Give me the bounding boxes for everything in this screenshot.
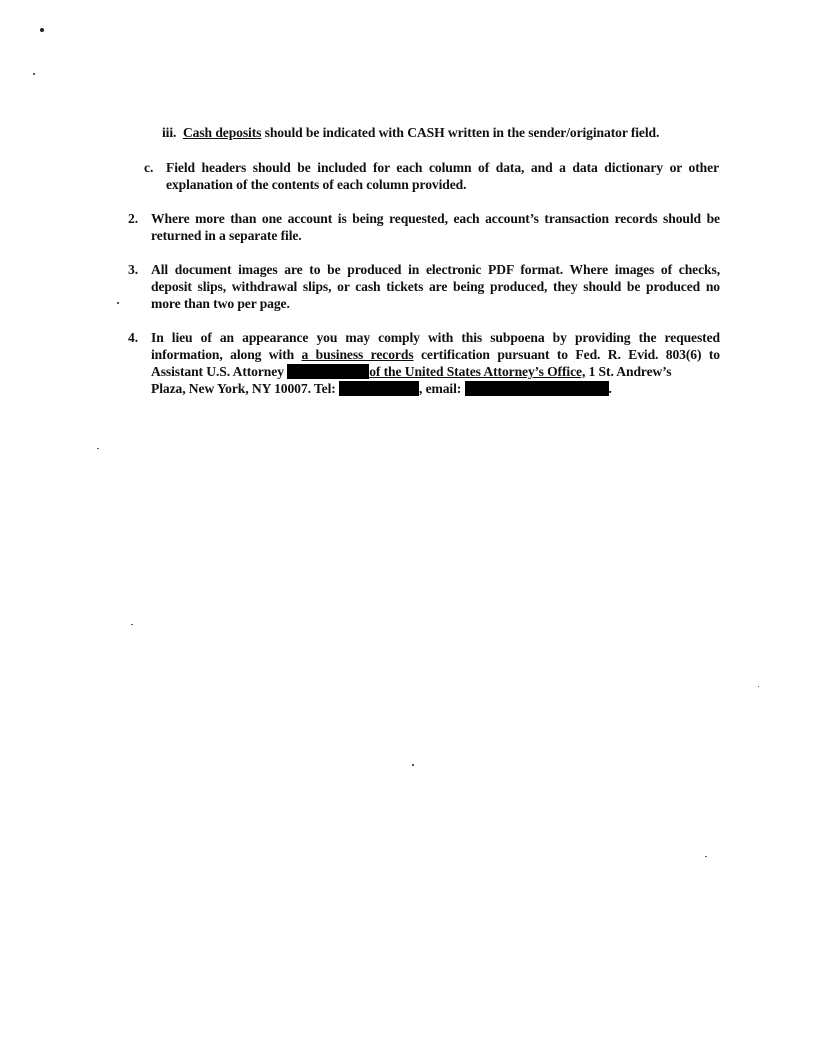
item-iii — [162, 124, 659, 141]
item-3-marker: 3. — [128, 262, 139, 277]
item-4-line2-text-a: information, along with — [151, 347, 302, 362]
item-4-marker: 4. — [128, 330, 139, 345]
item-c-line1: Field headers should be included for each column of data, and a data dictionary or other — [166, 160, 719, 175]
item-3-line2: deposit slips, withdrawal slips, or cash tickets are being produced, they should be produced no — [151, 279, 720, 294]
business-records-underlined: a business records — [301, 347, 414, 362]
item-4-line3-text-a: Assistant U.S. Attorney — [151, 364, 288, 379]
item-2-line1: Where more than one account is being requested, each account’s transaction records should be — [151, 211, 720, 226]
redaction-box-email — [465, 381, 609, 396]
item-3-line3: more than two per page. — [151, 296, 290, 311]
item-3-line1: All document images are to be produced in electronic PDF format. Where images of checks, — [151, 262, 720, 277]
item-4-line3 — [151, 363, 720, 380]
item-iii-marker: iii. — [162, 125, 177, 140]
scan-speck — [33, 73, 35, 75]
item-2-line2: returned in a separate file. — [151, 228, 302, 243]
scan-speck — [758, 686, 759, 687]
scan-speck — [97, 448, 99, 449]
scan-speck — [705, 856, 707, 857]
redaction-box-attorney-name — [287, 364, 369, 379]
item-2-marker: 2. — [128, 211, 139, 226]
item-iii-text: should be indicated with CASH written in the sender/originator field. — [261, 125, 660, 140]
cash-deposits-underlined: Cash deposits — [182, 125, 262, 140]
item-4-line2-text-b: certification pursuant to Fed. R. Evid. 803(6) to — [413, 347, 720, 362]
item-4-line4-text-a: Plaza, New York, NY 10007. Tel: — [151, 381, 339, 396]
item-4-line4 — [151, 380, 612, 397]
scan-speck — [117, 302, 119, 304]
item-4-line1: In lieu of an appearance you may comply with this subpoena by providing the requested — [151, 330, 720, 345]
scan-speck — [412, 764, 414, 766]
scan-speck — [40, 28, 44, 32]
item-c-line2: explanation of the contents of each column provided. — [166, 177, 467, 192]
item-4-line3-text-b: 1 St. Andrew’s — [585, 364, 672, 379]
scan-speck — [131, 624, 133, 625]
item-4-line4-text-b: , email: — [418, 381, 465, 396]
us-attorneys-office-underlined: of the United States Attorney’s Office, — [369, 364, 586, 379]
item-4-line4-end: . — [608, 381, 612, 396]
item-4-line2 — [151, 346, 720, 363]
redaction-box-telephone — [339, 381, 419, 396]
item-c-marker: c. — [144, 160, 154, 175]
